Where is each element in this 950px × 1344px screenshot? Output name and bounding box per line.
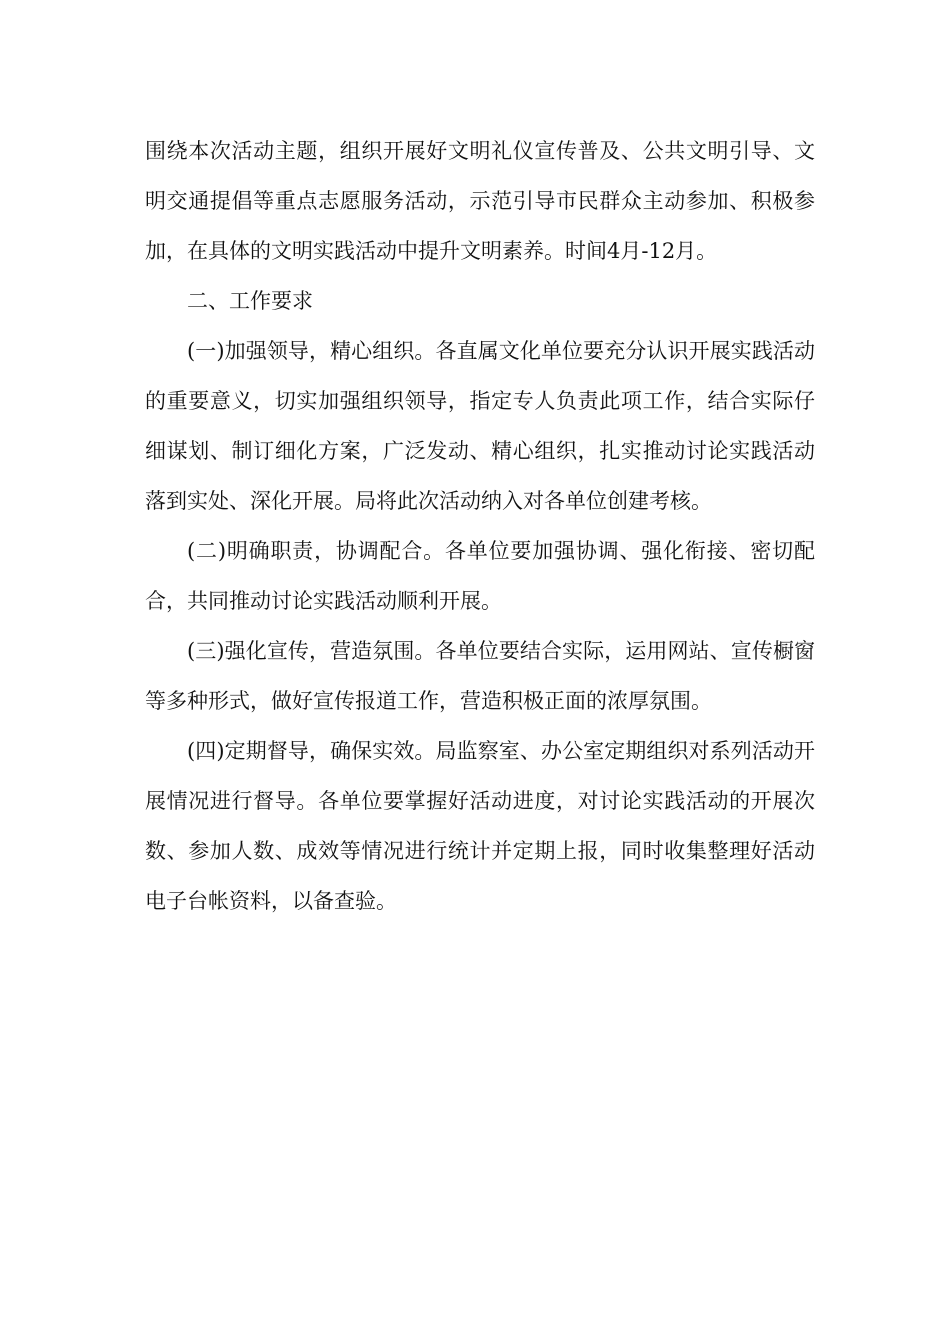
paragraph-requirement-4: (四)定期督导，确保实效。局监察室、办公室定期组织对系列活动开展情况进行督导。各单位要掌握好活动进度，对讨论实践活动的开展次数、参加人数、成效等情况进行统计并定期上报，同时收集整理好活动电子台帐资料，以备查验。 bbox=[145, 739, 815, 913]
section-heading-work-requirements: 二、工作要求 bbox=[187, 289, 313, 313]
paragraph-requirement-3: (三)强化宣传，营造氛围。各单位要结合实际，运用网站、宣传橱窗等多种形式，做好宣传报道工作，营造积极正面的浓厚氛围。 bbox=[145, 639, 815, 713]
paragraph-requirement-2: (二)明确职责，协调配合。各单位要加强协调、强化衔接、密切配合，共同推动讨论实践活动顺利开展。 bbox=[145, 539, 815, 613]
paragraph-requirement-1: (一)加强领导，精心组织。各直属文化单位要充分认识开展实践活动的重要意义，切实加强组织领导，指定专人负责此项工作，结合实际仔细谋划、制订细化方案，广泛发动、精心组织，扎实推动讨论实践活动落到实处、深化开展。局将此次活动纳入对各单位创建考核。 bbox=[145, 339, 815, 513]
paragraph-intro-continued: 围绕本次活动主题，组织开展好文明礼仪宣传普及、公共文明引导、文明交通提倡等重点志愿服务活动，示范引导市民群众主动参加、积极参加，在具体的文明实践活动中提升文明素养。时间4月-12月。 bbox=[145, 139, 815, 263]
document-body bbox=[145, 126, 815, 926]
